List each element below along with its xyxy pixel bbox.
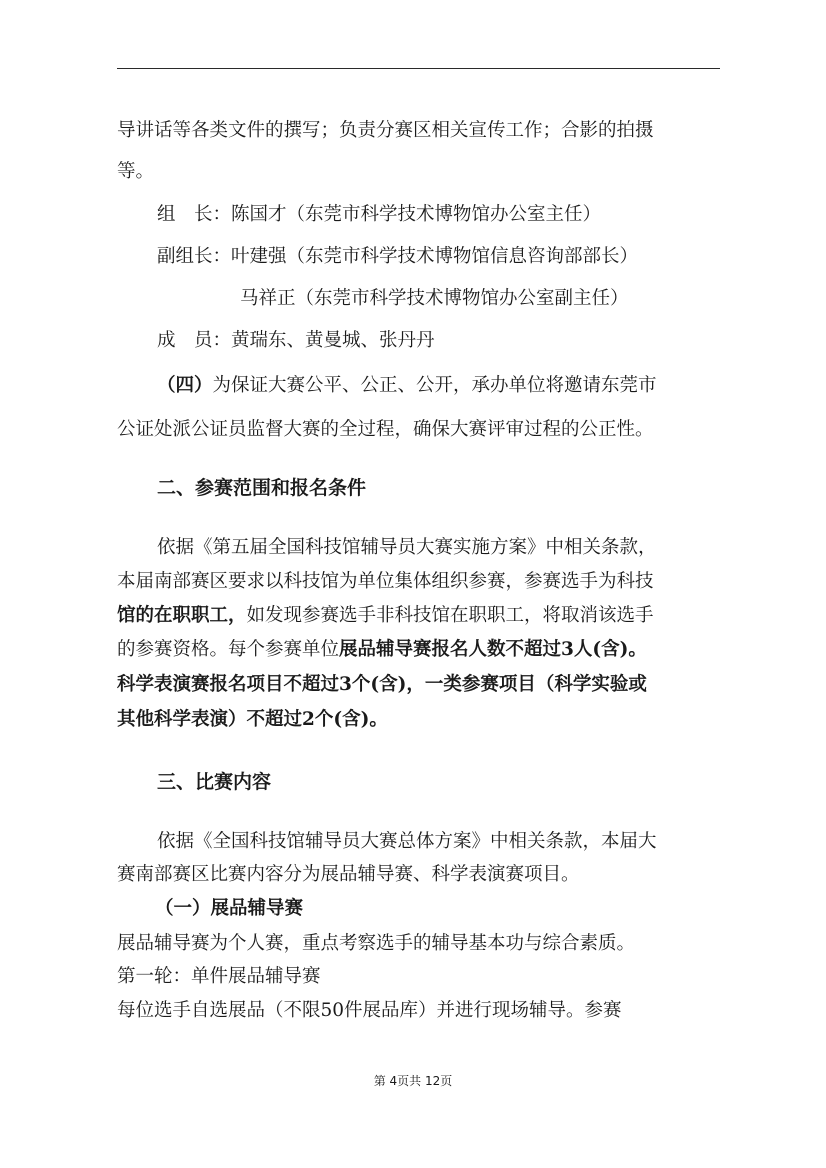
text-line: 公证处派公证员监督大赛的全过程，确保大赛评审过程的公正性。 [117, 419, 654, 440]
item-label: （四） [157, 375, 213, 396]
text-line: 等。 [117, 161, 155, 182]
deputy-leader-line: 副组长：叶建强（东莞市科学技术博物馆信息咨询部部长） [157, 246, 639, 267]
section-heading-2: 二、参赛范围和报名条件 [157, 477, 367, 499]
deputy-leader-line-2: 马祥正（东莞市科学技术博物馆办公室副主任） [240, 288, 629, 309]
text-line: 本届南部赛区要求以科技馆为单位集体组织参赛，参赛选手为科技 [117, 571, 654, 592]
section-heading-3: 三、比赛内容 [157, 771, 272, 793]
text-line: 依据《全国科技馆辅导员大赛总体方案》中相关条款，本届大 [157, 831, 657, 852]
text-line [157, 374, 657, 398]
text-span: 如发现参赛选手非科技馆在职职工，将取消该选手 [246, 605, 654, 626]
header-rule [117, 68, 720, 69]
text-span-bold: 馆的在职职工， [117, 605, 247, 626]
text-line: 展品辅导赛为个人赛，重点考察选手的辅导基本功与综合素质。 [117, 933, 636, 954]
text-line: 每位选手自选展品（不限50件展品库）并进行现场辅导。参赛 [117, 1000, 622, 1021]
team-leader-line: 组 长：陈国才（东莞市科学技术博物馆办公室主任） [157, 204, 602, 225]
page-footer: 第 4页共 12页 [373, 1074, 453, 1088]
text-span-bold: 展品辅导赛报名人数不超过3人(含)。 [339, 639, 647, 660]
text-line-bold: 其他科学表演）不超过2个(含)。 [117, 709, 388, 730]
text-line [117, 638, 647, 662]
text-line [117, 604, 654, 628]
text-line-bold: 科学表演赛报名项目不超过3个(含)，一类参赛项目（科学实验或 [117, 674, 647, 695]
text-span: 为保证大赛公平、公正、公开，承办单位将邀请东莞市 [212, 375, 657, 396]
members-line: 成 员：黄瑞东、黄曼城、张丹丹 [157, 330, 435, 351]
text-line: 第一轮：单件展品辅导赛 [117, 966, 321, 987]
text-span: 的参赛资格。每个参赛单位 [117, 639, 340, 660]
text-line: 赛南部赛区比赛内容分为展品辅导赛、科学表演赛项目。 [117, 864, 580, 885]
text-line: 导讲话等各类文件的撰写；负责分赛区相关宣传工作；合影的拍摄 [117, 120, 654, 141]
subsection-heading: （一）展品辅导赛 [155, 898, 304, 919]
text-line: 依据《第五届全国科技馆辅导员大赛实施方案》中相关条款， [157, 537, 657, 558]
